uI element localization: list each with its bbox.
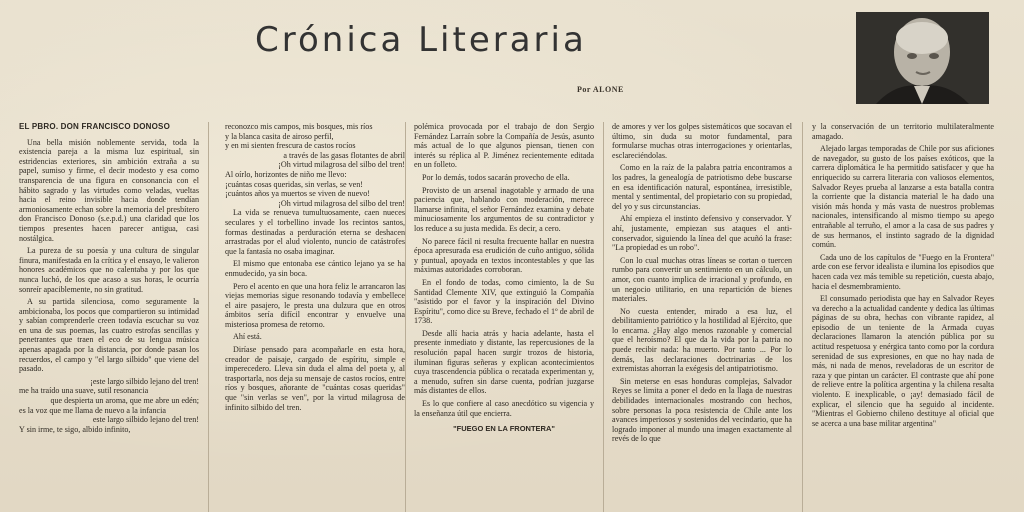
text-column-5 [812, 122, 994, 512]
paragraph: La vida se renueva tumultuosamente, caen nueces seculares y el torbellino invade los recintos santos, formas destinadas a perduración eterna se deshacen arrastradas por el alud violento, nuncio de catástrofes que la fantasía no osaba imaginar. [225, 208, 405, 256]
verse-line: este largo silbido lejano del tren! [92, 415, 199, 425]
byline: Por ALONE [577, 85, 624, 94]
paragraph: Diríase pensado para acompañarle en esta hora, creador de paisaje, cargado de espíritu, simple e imperecedero. Lleva sin duda el alma del poeta y, al trasportarla, nos deja su mensaje de castos rocíos, entre ríos y bosques, añorante de "cuántas cosas queridas" que "sin verlas se ven", por la virtud milagrosa de infinito silbido del tren. [225, 345, 405, 412]
portrait-photo-icon [856, 12, 989, 104]
verse-line: ¡Oh virtud milagrosa del silbo del tren! [278, 198, 405, 208]
paragraph: Ahí está. [233, 332, 262, 342]
verse-line: ¡cuántos años ya muertos se viven de nuevo! [225, 189, 370, 199]
verse-line: reconozco mis campos, mis bosques, mis ríos [225, 122, 373, 131]
verse-line: Al oírlo, horizontes de niño me llevo: [225, 169, 347, 179]
paragraph: El consumado periodista que hay en Salvador Reyes va derecho a la actualidad candente y dedica las últimas páginas de su obra, hechas con vibrante rapidez, al episodio de un teniente de la Armada cuyas declaraciones llamaron la atención pública por su actitud respetuosa y enérgica tanto como por la cordura serenidad de sus expresiones, en que no hay nada de más, ni nada de menos, reveladoras de un escritor de raza y que pintan un carácter. El contraste que ahí pone de relieve entre la política argentina y la chilena resalta violento. E inexplicable, o ¡ay! demasiado fácil de explicar, el silencio que ha seguido al incidente. "Mientras el Gobierno chileno destituye al oficial que se acerca a una base militar argentina" [812, 294, 994, 428]
section-heading: EL PBRO. DON FRANCISCO DONOSO [19, 122, 170, 131]
paragraph: Provisto de un arsenal inagotable y armado de una paciencia que, hablando con moderación, merece llamarse infinita, el señor Fernández examina y debate minuciosamente los argumentos de su contradictor y los reduce a su justa medida. Es decir, a cero. [414, 185, 594, 233]
paragraph: Una bella misión noblemente servida, toda la existencia pareja a la misma luz espiritual, sin estridencias exteriores, sin ambición extraña a su papel, sumiso y firme, el decir modesto y esa como transparencia de una figura en consonancia con el hábito sagrado y las virtudes como veladas, vueltas hacia el reino invisible hacia donde tendían armoniosamente echan sobre la memoria del presbítero don Francisco Donoso (s.e.p.d.) una claridad que los tiempos presentes hacen parecer antigua, casi nostálgica. [19, 137, 199, 243]
paragraph: Desde allí hacia atrás y hacia adelante, hasta el presente inmediato y distante, las repercusiones de la resolución papal hacen surgir trozos de historia, iluminan figuras señeras y explican acontecimientos cuya trascendencia pública o recatada experimentan y, a menudo, sufren sin darse cuenta, podrían juzgarse más distantes de ellos. [414, 328, 594, 396]
paragraph: En el fondo de todas, como cimiento, la de Su Santidad Clemente XIV, que extinguió la Compañía "asistido por el favor y la inspiración del Divino Espíritu", como dice su Breve, fechado el 1º de abril de 1738. [414, 277, 594, 326]
column-rule [208, 122, 209, 512]
paragraph: Es lo que confiere al caso anecdótico su vigencia y la enseñanza útil que encierra. [414, 399, 594, 418]
text-column-3 [414, 122, 594, 512]
paragraph: Alejado largas temporadas de Chile por sus aficiones de navegador, su gusto de los países exóticos, que la carrera diplomática le ha permitido satisfacer y que ha enriquecido su carrera literaria con valiosos elementos, Salvador Reyes prueba al lanzarse a esta batalla contra la corriente que la distancia material le ha dado una visión más honda y más vasta de nuestros problemas nacionales, intensificando al mismo tiempo su apego entrañable al terruño, el amor a la casa de sus padres y de sus hermanos, el instinto sagrado de la dignidad común. [812, 144, 994, 250]
verse-line: me ha traído una suave, sutil resonancia [19, 386, 149, 396]
paragraph: A su partida silenciosa, como seguramente la ambicionaba, los pocos que compartieron su intimidad y sabían comprenderle creen todavía escuchar su voz en una de sus poemas, las cuatro estrofas sencillas y penetrantes que traen el eco de su lengua música apenas apagada por la distancia, por donde pasan los recuerdos, el campo y "el largo silbido" que viene del pasado. [19, 297, 199, 374]
verse-line: y en mi sienten frescura de castos rocíos [225, 141, 356, 151]
verse-line: ¡Oh virtud milagrosa del silbo del tren! [278, 160, 405, 170]
paragraph: No parece fácil ni resulta frecuente hallar en nuestra época apresurada esa erudición de cuño antiguo, sólida y puntual, apoyada en textos incontestables y que las máximas autoridades corroboran. [414, 236, 594, 275]
column-rule [802, 122, 803, 512]
paragraph: Cada uno de los capítulos de "Fuego en la Frontera" arde con ese fervor idealista e ilumina los episodios que hacen cada vez más temible su repetición, cuesta abajo, hacia el desmembramiento. [812, 252, 994, 291]
paragraph: polémica provocada por el trabajo de don Sergio Fernández Larraín sobre la Compañía de Jesús, asunto más actual de lo que algunos piensan, tienen con interés su réplica al P. Jiménez recientemente editada en un folleto. [414, 122, 594, 170]
subheading: "FUEGO EN LA FRONTERA" [453, 424, 555, 434]
verse-line: a través de las gasas flotantes de abril [283, 150, 405, 160]
verse-line: ¡cuántas cosas queridas, sin verlas, se ven! [225, 179, 363, 189]
column-rule [603, 122, 604, 512]
paragraph: La pureza de su poesía y una cultura de singular finura, manifestada en la crítica y el ensayo, le valieron honores académicos que no calentaba y por los que nunca luchó, de los que acaso a sus horas, le ocurría sonreír apaciblemente, no sin gratitud. [19, 246, 199, 294]
page-title: Crónica Literaria [255, 20, 587, 60]
paragraph: Con lo cual muchas otras líneas se cortan o tuercen rumbo para convertir un sentimiento en un cálculo, un amor, con cuanto implica de irracional y profundo, en un negocio utilitario, en una repartición de bienes materiales. [612, 255, 792, 304]
verse-line: y la blanca casita de airoso perfil, [225, 131, 334, 141]
paragraph: de amores y ver los golpes sistemáticos que socavan el último, sin duda su motor fundamental, para formularse muchas otras interrogaciones y orientarlas, esclareciéndolas. [612, 122, 792, 160]
text-column-1 [19, 122, 199, 512]
paragraph: El mismo que entonaba ese cántico lejano ya se ha enmudecido, ya sin boca. [225, 259, 405, 278]
verse-line: Y sin irme, te sigo, albido infinito, [19, 424, 131, 434]
paragraph: y la conservación de un territorio multilateralmente amagado. [812, 122, 994, 141]
paragraph: Como en la raíz de la palabra patria encontramos a los padres, la genealogía de patriotismo debe buscarse en esa identificación natural, espontánea, irresistible, mental y sentimental, del propietario con su propiedad, del yo y sus circunstancias. [612, 163, 792, 211]
text-column-2 [225, 122, 405, 512]
verse-line: es la voz que me llama de nuevo a la infancia [19, 405, 166, 415]
column-rule [405, 122, 406, 512]
paragraph: No cuesta entender, mirado a esa luz, el debilitamiento patriótico y la hostilidad al Ejército, que lo encarna. ¿Hay algo menos razonable y comercial que el heroísmo? El que da la vida por la patria no puede recibir nada: ha muerto. Por tanto ... Por lo demás, las declaraciones doctrinarias de los extremistas ahorran la exégesis del antipatriotismo. [612, 306, 792, 374]
text-column-4 [612, 122, 792, 512]
verse-line: que despierta un aroma, que me abre un edén; [50, 396, 199, 406]
paragraph: Pero el acento en que una hora feliz le arrancaron las viejas memorias sigue resonando todavía y embellece el aire pasajero, le presta una dulzura que en otros ámbitos sería difícil encontrar y envuelve una misteriosa promesa de retorno. [225, 281, 405, 329]
verse-line: ¡este largo silbido lejano del tren! [90, 376, 199, 386]
author-portrait [856, 12, 989, 104]
paragraph: Sin meterse en esas honduras complejas, Salvador Reyes se limita a poner el dedo en la llaga de nuestras debilidades internacionales mostrando con hechos, sobre personas la poca resistencia de Chile ante los avances imperiosos y sostenidos del vecindario, que ha logrado imponer al mundo una imagen exactamente al revés de lo que [612, 376, 792, 444]
paragraph: Ahí empieza el instinto defensivo y conservador. Y ahí, justamente, empiezan sus ataques el anti-conservador, siguiendo la línea del que acuñó la frase: "La propiedad es un robo". [612, 214, 792, 253]
paragraph: Por lo demás, todos sacarán provecho de ella. [422, 172, 570, 182]
